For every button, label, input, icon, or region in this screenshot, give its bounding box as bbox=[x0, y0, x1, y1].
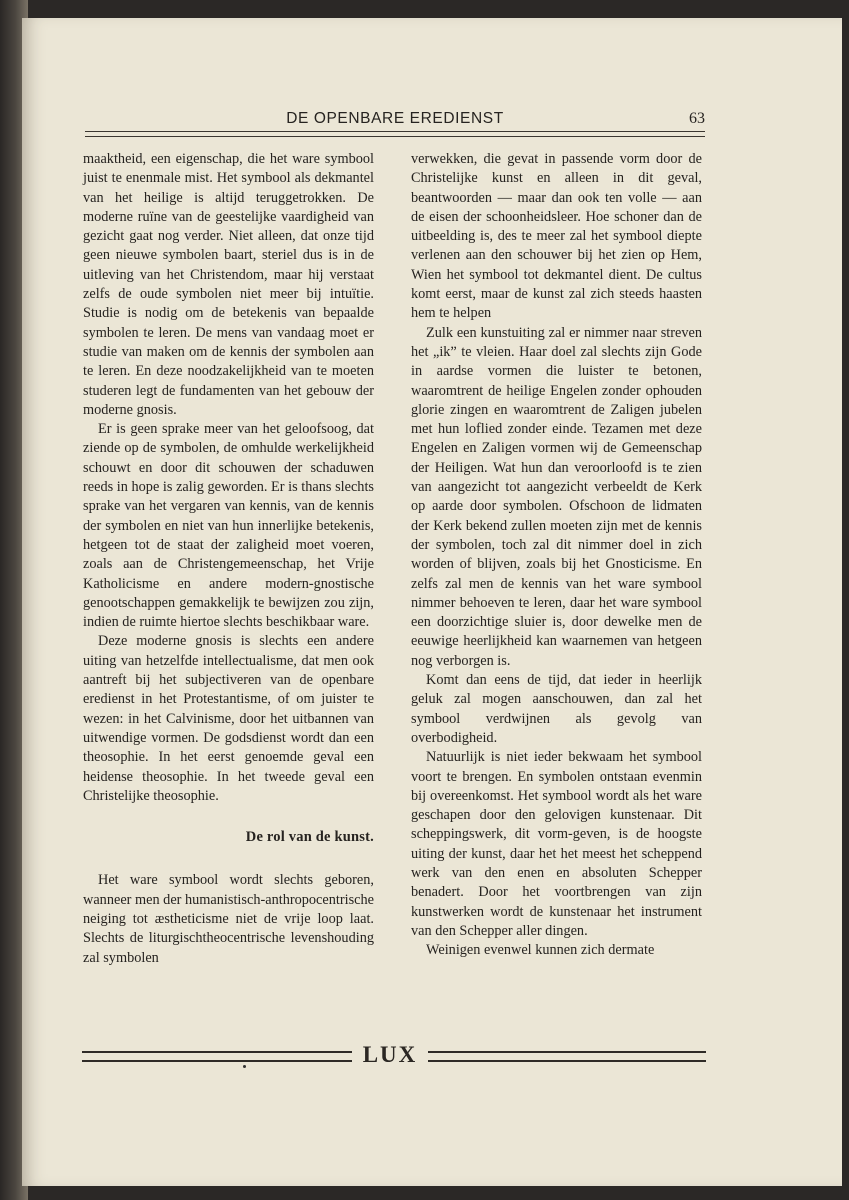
footer-double-rule-left bbox=[82, 1051, 352, 1062]
left-paragraph-3: Deze moderne gnosis is slechts een andere uiting van hetzelfde intellectualisme, dat men ook aantreft bij het subjectiveren van de openbare eredienst in het Protestantisme, of om juister te wezen: in het Calvinisme, door het uitbannen van uitwendige vormen. De godsdienst wordt dan een theosophie. In het eerst genoemde geval een heidense theosophie. In het tweede geval een Christelijke theosophie. bbox=[83, 633, 374, 804]
header-rule-top bbox=[85, 131, 705, 132]
right-paragraph-3: Komt dan eens de tijd, dat ieder in heerlijk geluk zal mogen aanschouwen, dan zal het symbool verdwijnen als gevolg van overbodigheid. bbox=[411, 672, 702, 746]
page-number: 63 bbox=[689, 110, 705, 127]
right-column bbox=[411, 150, 702, 960]
footer-ornament bbox=[82, 1042, 706, 1072]
left-column bbox=[83, 150, 374, 968]
footer-double-rule-right bbox=[428, 1051, 706, 1062]
left-paragraph-4: Het ware symbool wordt slechts geboren, wanneer men der humanistisch-anthropocentrische neiging tot æstheticisme niet de vrije loop laat. Slechts de liturgischtheocentrische levenshouding zal symbolen bbox=[83, 872, 374, 966]
right-paragraph-4: Natuurlijk is niet ieder bekwaam het symbool voort te brengen. En symbolen ontstaan evenmin bij overeenkomst. Het symbool wordt als het ware geschapen door den gelovigen kunstenaar. Dit scheppingswerk, dit vorm-geven, is de hoogste uiting der kunst, daar het het meest het scheppend werk van den enen en absoluten Schepper benadert. Door het voortbrengen van zijn kunstwerken wordt de kunstenaar het instrument van den Schepper aller dingen. bbox=[411, 749, 702, 939]
right-paragraph-1: verwekken, die gevat in passende vorm door de Christelijke kunst en alleen in dit geval, beantwoorden — maar dan ook ten volle — aan de eisen der schoonheidsleer. Hoe schoner dan de uitbeelding is, des te meer zal het symbool diepte verlenen aan den schouwer bij het zien op Hem, Wien het symbool tot dekmantel dient. De cultus komt eerst, maar de kunst zal zich steeds haasten hem te helpen bbox=[411, 151, 702, 322]
left-paragraph-2: Er is geen sprake meer van het geloofsoog, dat ziende op de symbolen, de omhulde werkelijkheid schouwt en door dit schouwen der schaduwen reeds in hope is zalig geworden. Er is thans slechts sprake van het vergaren van kennis, van de kennis der symbolen en niet van hun innerlijke betekenis, hetgeen tot de staat der zaligheid moet voeren, zoals aan de Christengemeenschap, het Vrije Katholicisme en andere modern-gnostische genootschappen gemakkelijk te bewijzen zou zijn, indien de ruimte hiertoe slechts beschikbaar ware. bbox=[83, 421, 374, 631]
header-rule-bottom bbox=[85, 136, 705, 137]
running-title: DE OPENBARE EREDIENST bbox=[286, 110, 504, 127]
print-speck bbox=[243, 1065, 246, 1068]
right-paragraph-2: Zulk een kunstuiting zal er nimmer naar streven het „ik” te vleien. Haar doel zal slechts zijn Gode in aardse vormen die luister te betonen, waaromtrent de heilige Engelen zonder ophouden glorie zingen en waaromtrent de Zaligen jubelen met hun loflied zonder einde. Tezamen met deze Engelen en Zaligen vormen wij de Gemeenschap der Heiligen. Wat hun dan veroorloofd is te zien van aangezicht tot aangezicht verbeeldt de Kerk op aarde door symbolen. Ofschoon de lidmaten der Kerk bekend zullen moeten zijn met de kennis der symbolen, toch zal dit nimmer doel in zich worden of blijven, zoals bij het Gnosticisme. En zelfs zal men de kennis van het ware symbool nimmer behoeven te leren, daar het ware symbool een doorzichtige sluier is, door dewelke men de eeuwige heerlijkheid kan waarnemen van hetgeen nog verborgen is. bbox=[411, 324, 702, 669]
running-header bbox=[85, 92, 705, 132]
section-heading: De rol van de kunst. bbox=[245, 829, 374, 846]
left-paragraph-1: maaktheid, een eigenschap, die het ware symbool juist te enenmale mist. Het symbool als dekmantel van het heilige is altijd teruggetrokken. De moderne ruïne van de geestelijke vaardigheid van gezicht gaat nog verder. Niet alleen, dat onze tijd geen nieuwe symbolen baart, steriel dus is in de uitleving van het Christendom, maar hij verstaat zelfs de oude symbolen niet meer bij intuïtie. Studie is nodig om de betekenis van bepaalde symbolen te leren. De mens van vandaag moet er studie van maken om de kennis der symbolen aan te leren. En deze noodzakelijkheid van te moeten studeren legt de fundamenten van het gebouw der moderne gnosis. bbox=[83, 151, 374, 418]
right-paragraph-5: Weinigen evenwel kunnen zich dermate bbox=[426, 942, 655, 959]
lux-logo: LUX bbox=[362, 1042, 418, 1067]
